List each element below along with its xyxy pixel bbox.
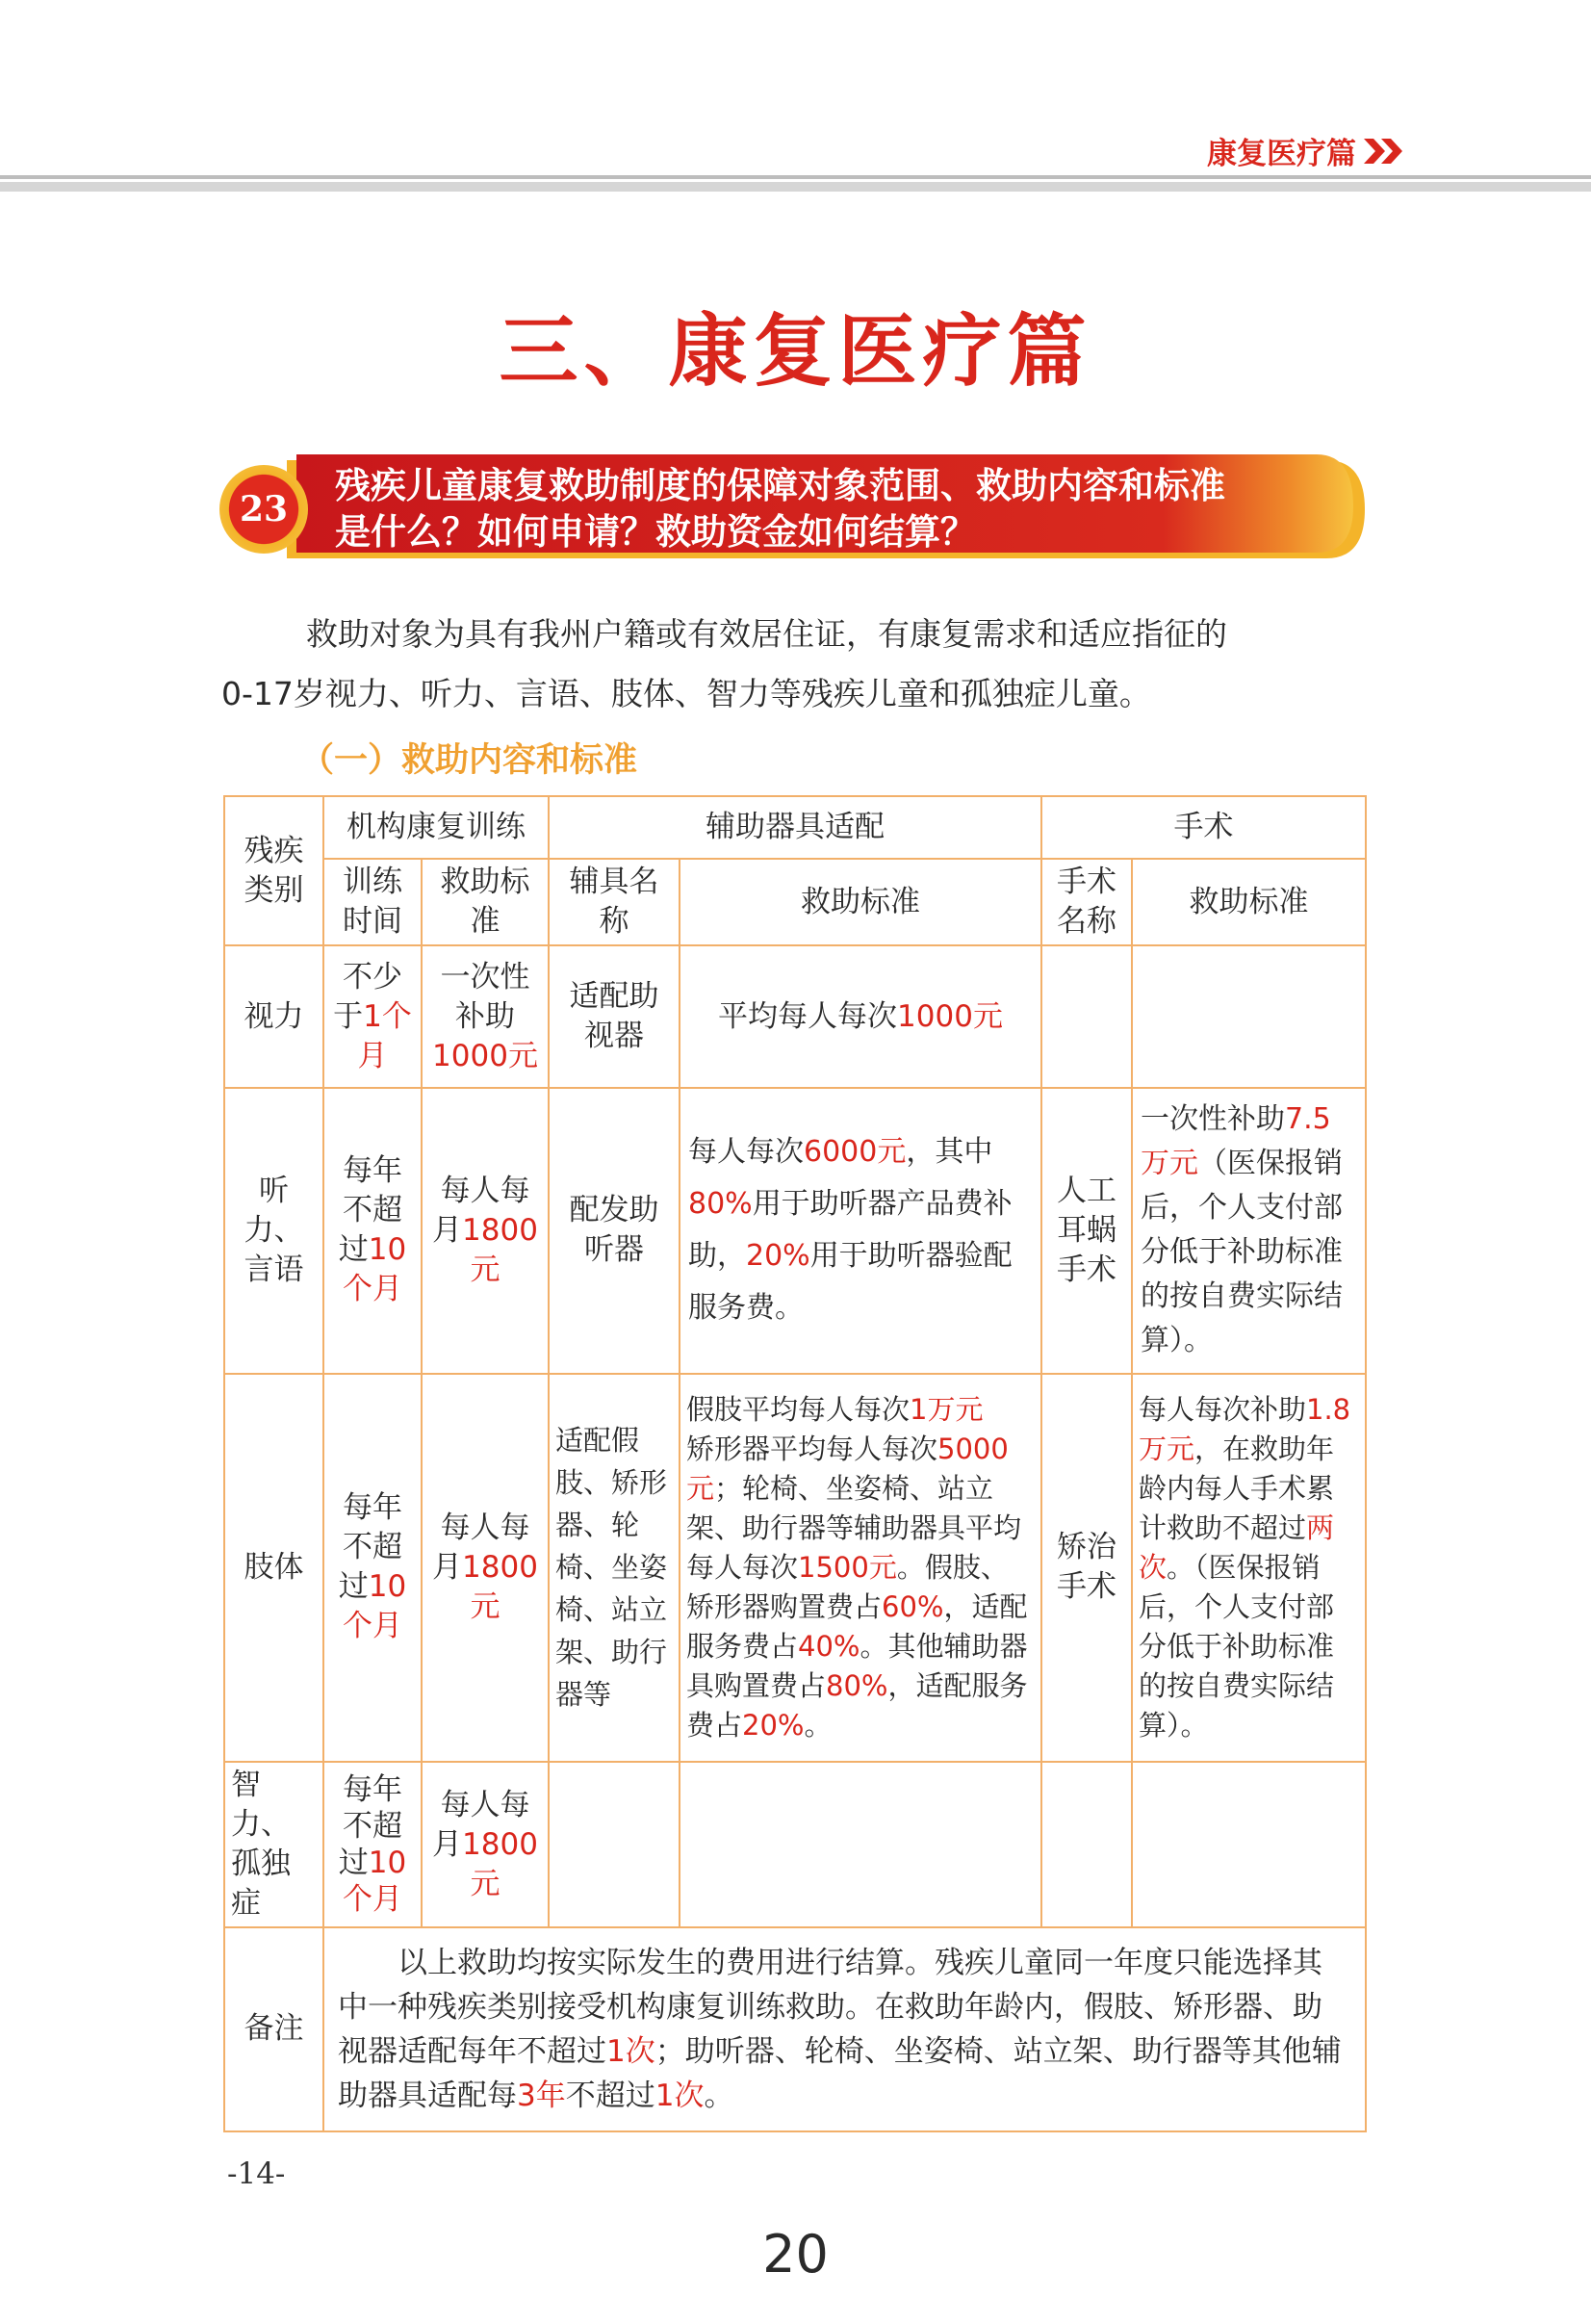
vision-device-standard: 平均每人每次1000元 <box>680 945 1041 1087</box>
question-number-badge: 23 <box>219 465 308 554</box>
page-number-small: -14- <box>227 2156 286 2191</box>
vision-device-name: 适配助视器 <box>549 945 680 1087</box>
hearing-train-standard: 每人每月1800元 <box>422 1088 549 1374</box>
header-training: 机构康复训练 <box>323 796 549 859</box>
intro-line-2: 0-17岁视力、听力、言语、肢体、智力等残疾儿童和孤独症儿童。 <box>221 675 1151 712</box>
intellect-surgery-standard <box>1132 1762 1366 1927</box>
vision-surgery-name <box>1041 945 1132 1087</box>
category-hearing: 听力、言语 <box>224 1088 323 1374</box>
category-intellect: 智力、孤独症 <box>224 1762 323 1927</box>
double-chevron-icon <box>1362 137 1406 166</box>
header-surgery: 手术 <box>1041 796 1366 859</box>
hearing-train-time: 每年不超过10 个月 <box>323 1088 422 1374</box>
question-line-2: 是什么？如何申请？救助资金如何结算？ <box>335 510 976 553</box>
table-row-remarks <box>224 1927 1366 2131</box>
section-header-label: 康复医疗篇 <box>1207 137 1356 171</box>
vision-train-standard: 一次性补助1000元 <box>422 945 549 1087</box>
header-train-standard: 救助标准 <box>422 859 549 946</box>
intellect-train-standard: 每人每月1800元 <box>422 1762 549 1927</box>
question-line-1: 残疾儿童康复救助制度的保障对象范围、救助内容和标准 <box>335 464 1225 506</box>
header-train-time: 训练时间 <box>323 859 422 946</box>
intellect-surgery-name <box>1041 1762 1132 1927</box>
subheading: （一）救助内容和标准 <box>300 741 638 780</box>
hearing-surgery-standard: 一次性补助7.5万元（医保报销后，个人支付部分低于补助标准的按自费实际结算）。 <box>1132 1088 1366 1374</box>
table-header-row <box>224 796 1366 859</box>
remarks-label: 备注 <box>224 1927 323 2131</box>
category-vision: 视力 <box>224 945 323 1087</box>
intro-line-1: 救助对象为具有我州户籍或有效居住证，有康复需求和适应指征的 <box>306 615 1227 653</box>
limb-device-standard: 假肢平均每人每次1万元 矫形器平均每人每次5000元；轮椅、坐姿椅、站立架、助行器等辅助器具平均每人每次1500元。假肢、矫形器购置费占60%，适配服务费占40%。其他辅助器具购置费占80%，适配服务费占20%。 <box>680 1374 1041 1763</box>
header-surgery-name: 手术名称 <box>1041 859 1132 946</box>
page-number: 20 <box>762 2224 829 2285</box>
remarks-text: 以上救助均按实际发生的费用进行结算。残疾儿童同一年度只能选择其中一种残疾类别接受机构康复训练救助。在救助年龄内，假肢、矫形器、助视器适配每年不超过1次；助听器、轮椅、坐姿椅、站立架、助行器等其他辅助器具适配每3年不超过1次。 <box>323 1927 1366 2131</box>
aid-standards-table <box>223 795 1367 2132</box>
hearing-surgery-name: 人工耳蜗手术 <box>1041 1088 1132 1374</box>
intellect-train-time: 每年不超过10 个月 <box>323 1762 422 1927</box>
limb-train-standard: 每人每月1800元 <box>422 1374 549 1763</box>
header-device-name: 辅具名称 <box>549 859 680 946</box>
header-divider-thick <box>0 182 1591 192</box>
header-devices: 辅助器具适配 <box>549 796 1041 859</box>
header-device-standard: 救助标准 <box>680 859 1041 946</box>
table-row-intellect <box>224 1762 1366 1927</box>
vision-train-time: 不少于1个月 <box>323 945 422 1087</box>
table-subheader-row <box>224 859 1366 946</box>
section-header <box>1207 129 1406 172</box>
hearing-device-standard: 每人每次6000元，其中80%用于助听器产品费补助，20%用于助听器验配服务费。 <box>680 1088 1041 1374</box>
intellect-device-name <box>549 1762 680 1927</box>
limb-device-name: 适配假肢、矫形器、轮椅、坐姿椅、站立架、助行器等 <box>549 1374 680 1763</box>
table-row-vision <box>224 945 1366 1087</box>
question-text <box>335 462 1317 555</box>
intellect-device-standard <box>680 1762 1041 1927</box>
table-row-limb <box>224 1374 1366 1763</box>
header-category: 残疾类别 <box>224 796 323 945</box>
limb-surgery-standard: 每人每次补助1.8万元，在救助年龄内每人手术累计救助不超过两次。（医保报销后，个人支付部分低于补助标准的按自费实际结算）。 <box>1132 1374 1366 1763</box>
header-surgery-standard: 救助标准 <box>1132 859 1366 946</box>
header-divider <box>0 175 1591 179</box>
limb-train-time: 每年不超过10 个月 <box>323 1374 422 1763</box>
table-row-hearing <box>224 1088 1366 1374</box>
hearing-device-name: 配发助听器 <box>549 1088 680 1374</box>
page-title: 三、康复医疗篇 <box>499 305 1092 398</box>
limb-surgery-name: 矫治手术 <box>1041 1374 1132 1763</box>
vision-surgery-standard <box>1132 945 1366 1087</box>
intro-paragraph <box>221 605 1367 724</box>
category-limb: 肢体 <box>224 1374 323 1763</box>
